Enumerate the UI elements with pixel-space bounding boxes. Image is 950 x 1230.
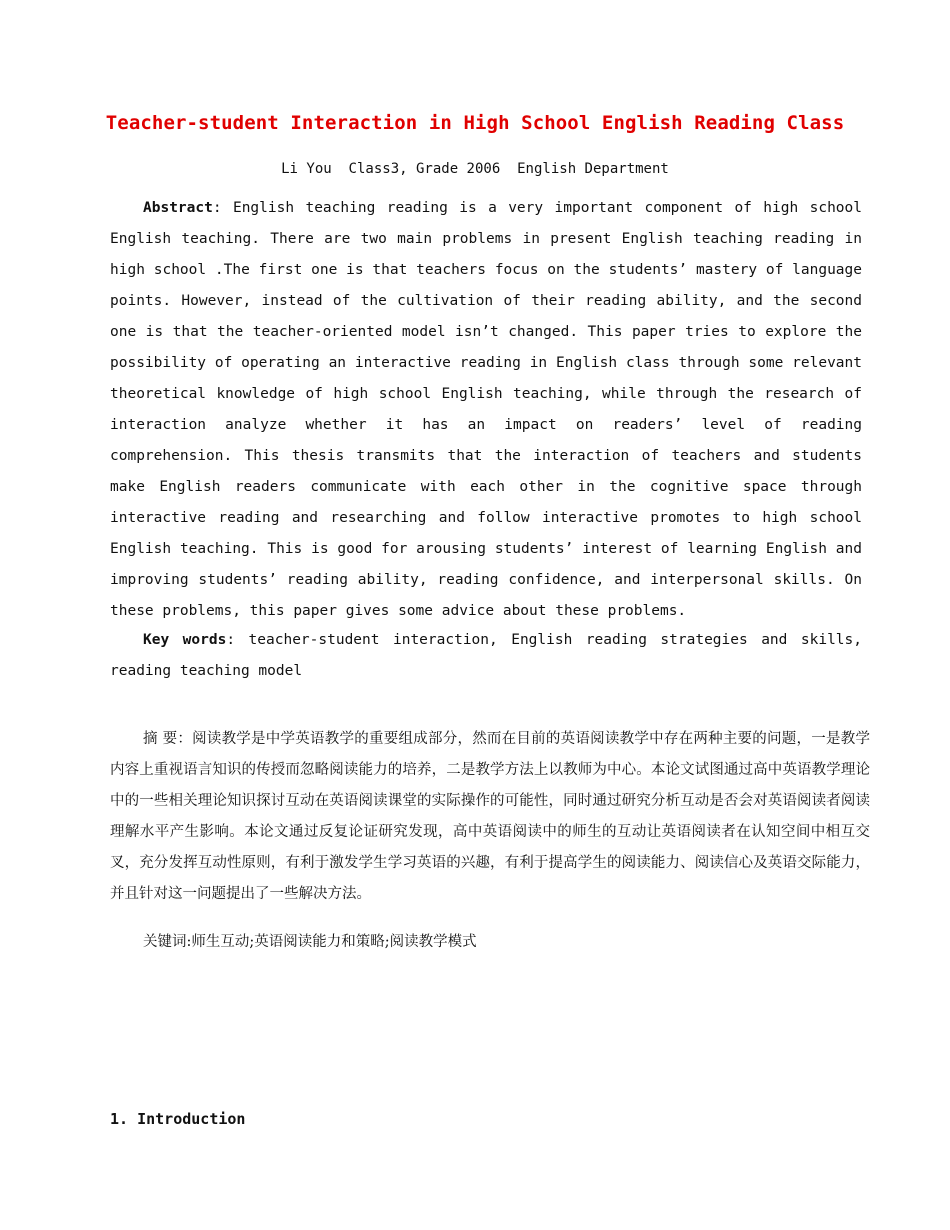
abstract-label: Abstract [143,200,213,216]
author-line: Li You Class3, Grade 2006 English Department [281,161,669,177]
abstract-paragraph [110,193,862,627]
paper-title: Teacher-student Interaction in High School English Reading Class [105,112,845,134]
chinese-abstract-paragraph: 摘 要：阅读教学是中学英语教学的重要组成部分，然而在目前的英语阅读教学中存在两种主要的问题，一是教学内容上重视语言知识的传授而忽略阅读能力的培养，二是教学方法上以教师为中心。本论文试图通过高中英语教学理论中的一些相关理论知识探讨互动在英语阅读课堂的实际操作的可能性，同时通过研究分析互动是否会对英语阅读者阅读理解水平产生影响。本论文通过反复论证研究发现，高中英语阅读中的师生的互动让英语阅读者在认知空间中相互交叉，充分发挥互动性原则，有利于激发学生学习英语的兴趣，有利于提高学生的阅读能力、阅读信心及英语交际能力，并且针对这一问题提出了一些解决方法。 [110,731,870,902]
keywords-text: : teacher-student interaction, English reading strategies and skills, reading teaching model [110,632,862,679]
abstract-text: : English teaching reading is a very important component of high school English teaching. There are two main problems in present English teaching reading in high school .The first one is that teachers focus on the students’ mastery of language points. However, instead of the cultivation of their reading ability, and the second one is that the teacher-oriented model isn’t changed. This paper tries to explore the possibility of operating an interactive reading in English class through some relevant theoretical knowledge of high school English teaching, while through the research of interaction analyze whether it has an impact on readers’ level of reading comprehension. This thesis transmits that the interaction of teachers and students make English readers communicate with each other in the cognitive space through interactive reading and researching and follow interactive promotes to high school English teaching. This is good for arousing students’ interest of learning English and improving students’ reading ability, reading confidence, and interpersonal skills. On these problems, this paper gives some advice about these problems. [110,200,862,619]
keywords-paragraph [110,625,862,687]
section-heading-introduction: 1. Introduction [110,1110,246,1128]
keywords-label: Key words [143,632,227,648]
chinese-keywords-paragraph: 关键词:师生互动;英语阅读能力和策略;阅读教学模式 [143,934,477,950]
